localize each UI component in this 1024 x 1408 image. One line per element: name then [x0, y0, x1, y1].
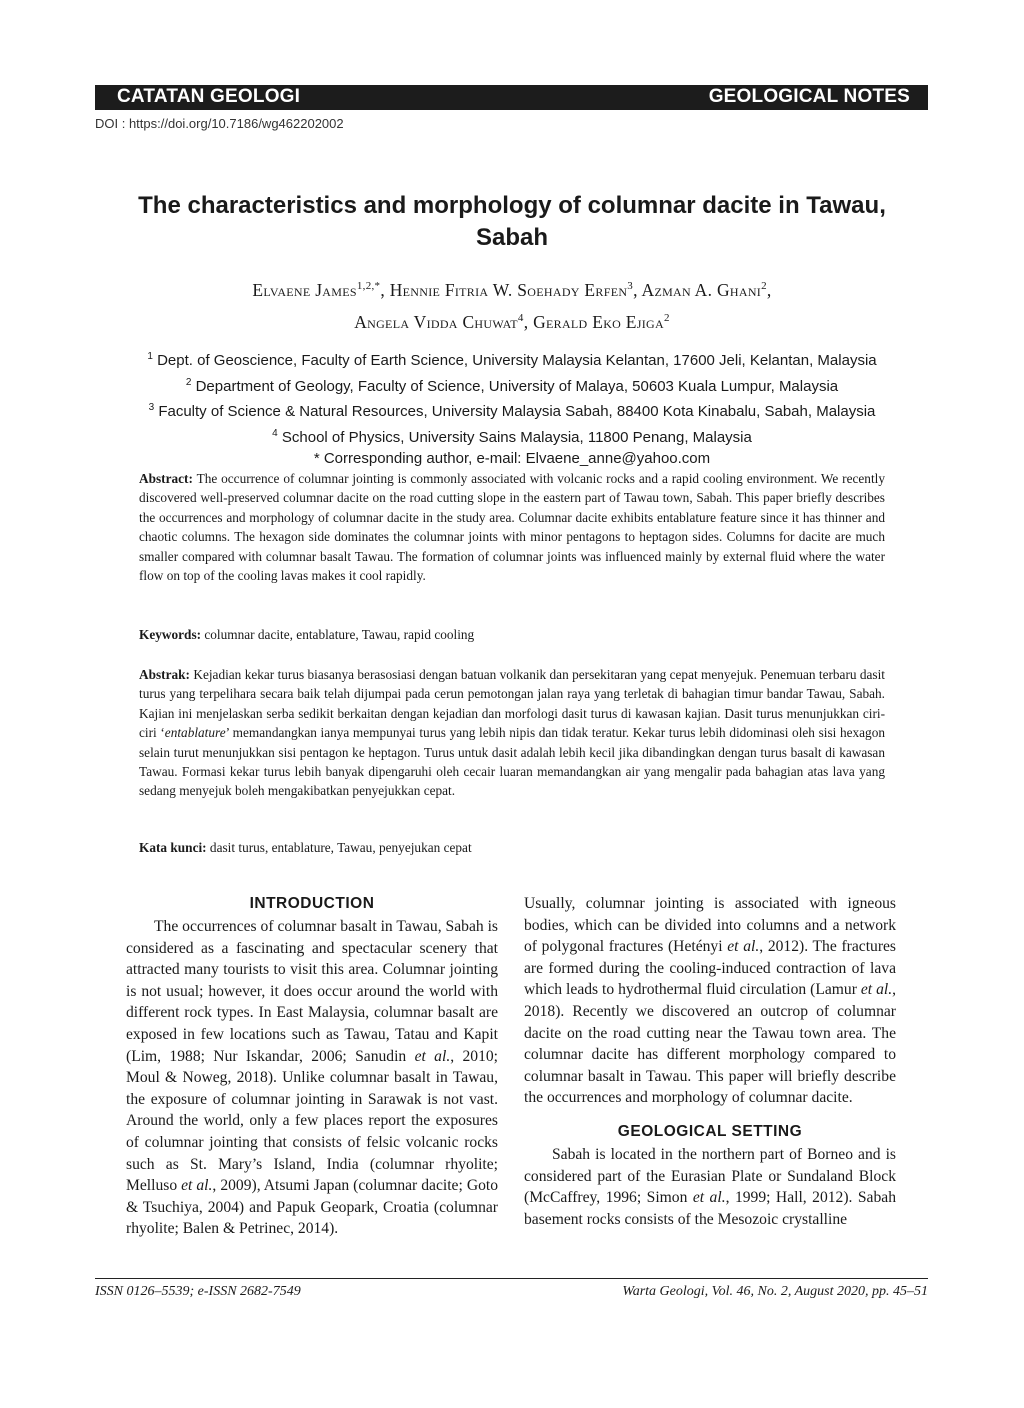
author-name: Angela Vidda Chuwat	[354, 311, 518, 332]
body-text: , 2018). Recently we discovered an outcrop of columnar dacite on the road cutting near the Tawau town area. The columnar dacite has different morphology compared to columnar basalt in Tawau. This paper will briefly describe the occurrences and morphology of columnar dacite.	[524, 981, 897, 1107]
affiliation-line	[88, 423, 936, 449]
author-affiliation-marker: 4	[517, 311, 524, 324]
author-separator: ,	[766, 279, 772, 300]
affiliation-text: Faculty of Science & Natural Resources, University Malaysia Sabah, 88400 Kota Kinabalu, Sabah, Malaysia	[154, 403, 876, 420]
body-text: , 2010; Moul & Noweg, 2018). Unlike columnar basalt in Tawau, the exposure of columnar jointing in Sarawak is not vast. Around the world, only a few places report the exposures of columnar jointing that consists of felsic volcanic rocks such as St. Mary’s Island, India (columnar rhyolite; Melluso	[126, 1047, 498, 1195]
footer-issn: ISSN 0126–5539; e-ISSN 2682-7549	[95, 1284, 301, 1299]
section-label-malay: CATATAN GEOLOGI	[117, 86, 301, 107]
abstrak-text-italic: entablature	[164, 725, 226, 741]
affiliation-text: Dept. of Geoscience, Faculty of Earth Science, University Malaysia Kelantan, 17600 Jeli, Kelantan, Malaysia	[152, 352, 877, 369]
author-name: Hennie Fitria W. Soehady Erfen	[389, 279, 628, 300]
author-list	[100, 272, 924, 336]
abstrak-text-part2: ’ memandangkan ianya mempunyai turus yang lebih nipis dan tidak teratur. Kekar turus lebih didominasi oleh sisi hexagon selain turut menunjukkan sisi pentagon ke heptagon. Turus untuk dasit adalah lebih kecil jika dibandingkan dengan turus basalt di kawasan Tawau. Formasi kekar turus lebih banyak dipengaruhi oleh cecair luaran memandangkan air yang mengalir pada bahagian atas lava yang sedang menyejuk boleh mengakibatkan penyejukkan cepat.	[139, 725, 885, 799]
author-affiliation-marker: 2	[664, 311, 670, 324]
affiliation-marker: 3	[148, 402, 155, 413]
keywords-label: Keywords:	[139, 627, 202, 642]
kata-kunci	[139, 838, 885, 857]
author-separator: ,	[380, 279, 390, 300]
italic-text: et al.	[692, 1189, 726, 1207]
abstract-label: Abstract:	[139, 471, 193, 486]
author-affiliation-marker: 3	[627, 280, 634, 292]
affiliation-line	[88, 397, 936, 423]
body-text: , 1999; Hall, 2012). Sabah basement rocks consists of the Mesozoic crystalline	[524, 1189, 896, 1228]
author-affiliation-marker: 2	[761, 280, 767, 292]
body-text: , 2009), Atsumi Japan (columnar dacite; Goto & Tsuchiya, 2004) and Papuk Geopark, Croatia (columnar rhyolite; Balen & Petrinec, 2014).	[126, 1177, 499, 1238]
italic-text: et al.	[181, 1177, 213, 1195]
italic-text: et al.	[414, 1047, 451, 1065]
affiliation-marker: 4	[272, 427, 278, 439]
affiliation-text: * Corresponding author, e-mail: Elvaene_anne@yahoo.com	[313, 450, 711, 467]
author-separator: ,	[633, 279, 642, 300]
journal-header-bar	[95, 85, 928, 110]
affiliation-marker: 1	[147, 351, 153, 362]
geological-setting-paragraph-1	[524, 1144, 896, 1230]
introduction-heading: INTRODUCTION	[249, 895, 375, 912]
geological-setting-heading: GEOLOGICAL SETTING	[617, 1122, 803, 1140]
kata-kunci-text: dasit turus, entablature, Tawau, penyejukan cepat	[206, 840, 472, 855]
affiliation-line	[88, 346, 936, 372]
keywords-text: columnar dacite, entablature, Tawau, rapid cooling	[201, 627, 475, 642]
author-line-2	[100, 304, 924, 336]
author-name: Azman A. Ghani	[641, 279, 762, 300]
introduction-paragraph-1	[126, 916, 498, 1240]
footer-citation: Warta Geologi, Vol. 46, No. 2, August 2020, pp. 45–51	[622, 1284, 928, 1299]
affiliation-text: School of Physics, University Sains Malaysia, 11800 Penang, Malaysia	[277, 428, 752, 446]
author-separator: ,	[523, 311, 534, 332]
keywords	[139, 625, 885, 644]
kata-kunci-label: Kata kunci:	[139, 840, 207, 855]
body-column-right	[524, 893, 896, 1230]
affiliation-line	[88, 448, 936, 470]
body-text: Sabah is located in the northern part of Borneo and is considered part of the Eurasian Plate or Sundaland Block (McCaffrey, 1996; Simon	[524, 1145, 896, 1207]
affiliation-text: Department of Geology, Faculty of Science, University of Malaya, 50603 Kuala Lumpur, Malaysia	[191, 377, 839, 395]
italic-text: et al.	[860, 981, 893, 999]
abstract	[139, 469, 885, 585]
abstrak	[139, 665, 885, 801]
section-label-english: GEOLOGICAL NOTES	[708, 86, 910, 107]
body-text: , 2012). The fractures are formed during the cooling-induced contraction of lava which leads to hydrothermal fluid circulation (Lamur	[524, 938, 897, 999]
body-column-left	[126, 893, 498, 1240]
author-name: Gerald Eko Ejiga	[533, 311, 664, 332]
abstract-text: The occurrence of columnar jointing is commonly associated with volcanic rocks and a rapid cooling environment. We recently discovered well-preserved columnar dacite on the road cutting slope in the eastern part of Tawau town, Sabah. This paper briefly describes the occurrences and morphology of columnar dacite in the study area. Columnar dacite exhibits entablature feature since it has thinner and chaotic columns. The hexagon side dominates the columnar joints with minor pentagons to heptagon sides. Columns for dacite are much smaller compared with columnar basalt Tawau. The formation of columnar joints was influenced mainly by external fluid where the water flow on top of the cooling lavas makes it cool rapidly.	[139, 471, 885, 584]
author-affiliation-marker: 1,2,*	[356, 280, 381, 292]
affiliation-marker: 2	[185, 376, 192, 388]
footer-divider	[95, 1278, 928, 1279]
italic-text: et al.	[727, 938, 760, 956]
doi-link[interactable]: DOI : https://doi.org/10.7186/wg462202002	[95, 116, 344, 131]
abstrak-label: Abstrak:	[139, 667, 190, 682]
author-line-1	[100, 272, 924, 304]
introduction-paragraph-2	[524, 893, 896, 1109]
author-name: Elvaene James	[252, 279, 357, 300]
body-text: Usually, columnar jointing is associated with igneous bodies, which can be divided into columns and a network of polygonal fractures (Hetényi	[524, 895, 896, 956]
body-text: The occurrences of columnar basalt in Tawau, Sabah is considered as a fascinating and spectacular scenery that attracted many tourists to visit this area. Columnar jointing is not usual; however, it does occur around the world with different rock types. In East Malaysia, columnar basalt are exposed in few locations such as Tawau, Tatau and Kapit (Lim, 1988; Nur Iskandar, 2006; Sanudin	[126, 918, 498, 1065]
abstrak-text-part1: Kejadian kekar turus biasanya berasosiasi dengan batuan volkanik dan persekitaran yang cepat menyejuk. Penemuan terbaru dasit turus yang terpelihara secara baik telah dijumpai pada cerun pemotongan jalan raya yang terletak di bahagian timur bandar Tawau, Sabah. Kajian ini menjelaskan serba sedikit berkaitan dengan kejadian dan morfologi dasit turus di kawasan kajian. Dasit turus menunjukkan ciri-ciri ‘	[139, 667, 885, 741]
affiliation-line	[88, 372, 936, 398]
paper-title: The characteristics and morphology of columnar dacite in Tawau, Sabah	[138, 192, 886, 251]
affiliations	[88, 346, 936, 470]
